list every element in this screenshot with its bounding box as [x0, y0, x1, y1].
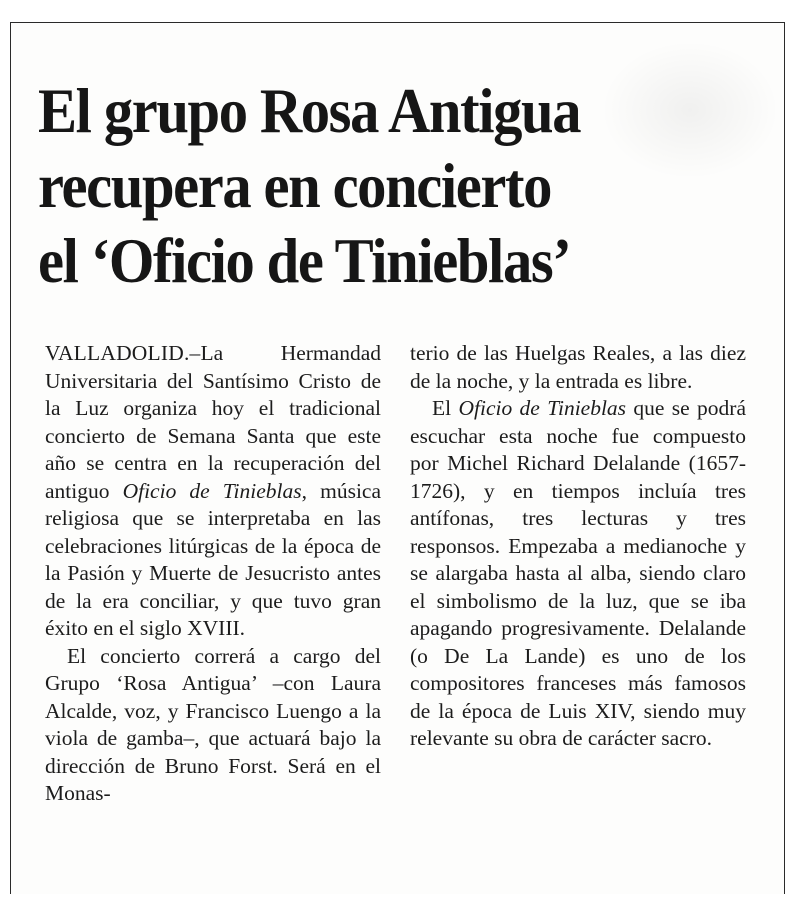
article-column-right	[410, 340, 746, 753]
work-title-italic-2: Oficio de Tinieblas	[458, 396, 627, 420]
paragraph-2: El concierto correrá a cargo del Grupo ‘Rosa Antigua’ –con Laura Alcalde, voz, y Francisco Luengo a la viola de gamba–, que actuará bajo la dirección de Bruno Forst. Será en el Monas-	[45, 643, 381, 805]
paragraph-1	[45, 340, 381, 643]
paragraph-3	[410, 395, 746, 753]
work-title-italic: Oficio de Tinieblas	[122, 478, 302, 503]
headline-line-3: el ‘Oficio de Tinieblas’	[38, 226, 571, 296]
paragraph-3-prefix: El	[432, 396, 459, 420]
article-column-left	[45, 340, 381, 808]
headline-line-1: El grupo Rosa Antigua	[38, 76, 581, 146]
headline-line-2: recupera en concierto	[38, 151, 552, 221]
dateline: VALLADOLID.–	[45, 341, 201, 365]
paragraph-3-text: que se podrá escuchar esta noche fue compuesto por Michel Richard Delalande (1657-1726), y en tiempos incluía tres antífonas, tres lecturas y tres responsos. Empezaba a medianoche y se alargaba hasta al alba, siendo claro el simbolismo de la luz, que se iba apagando progresivamente. Delalande (o De La Lande) es uno de los compositores franceses más famosos de la época de Luis XIV, siendo muy relevante su obra de carácter sacro.	[410, 396, 747, 750]
headline	[38, 74, 708, 299]
paragraph-2-continued: terio de las Huelgas Reales, a las diez de la noche, y la entrada es libre.	[410, 341, 746, 393]
paragraph-1-text-b: , música religiosa que se interpretaba en las celebraciones litúrgicas de la época de la Pasión y Muerte de Jesucristo antes de la era conciliar, y que tuvo gran éxito en el siglo XVIII.	[45, 478, 381, 640]
paragraph-1-text-a: La Hermandad Universitaria del Santísimo Cristo de la Luz organiza hoy el tradicional concierto de Semana Santa que este año se centra en la recuperación del antiguo	[45, 341, 381, 503]
